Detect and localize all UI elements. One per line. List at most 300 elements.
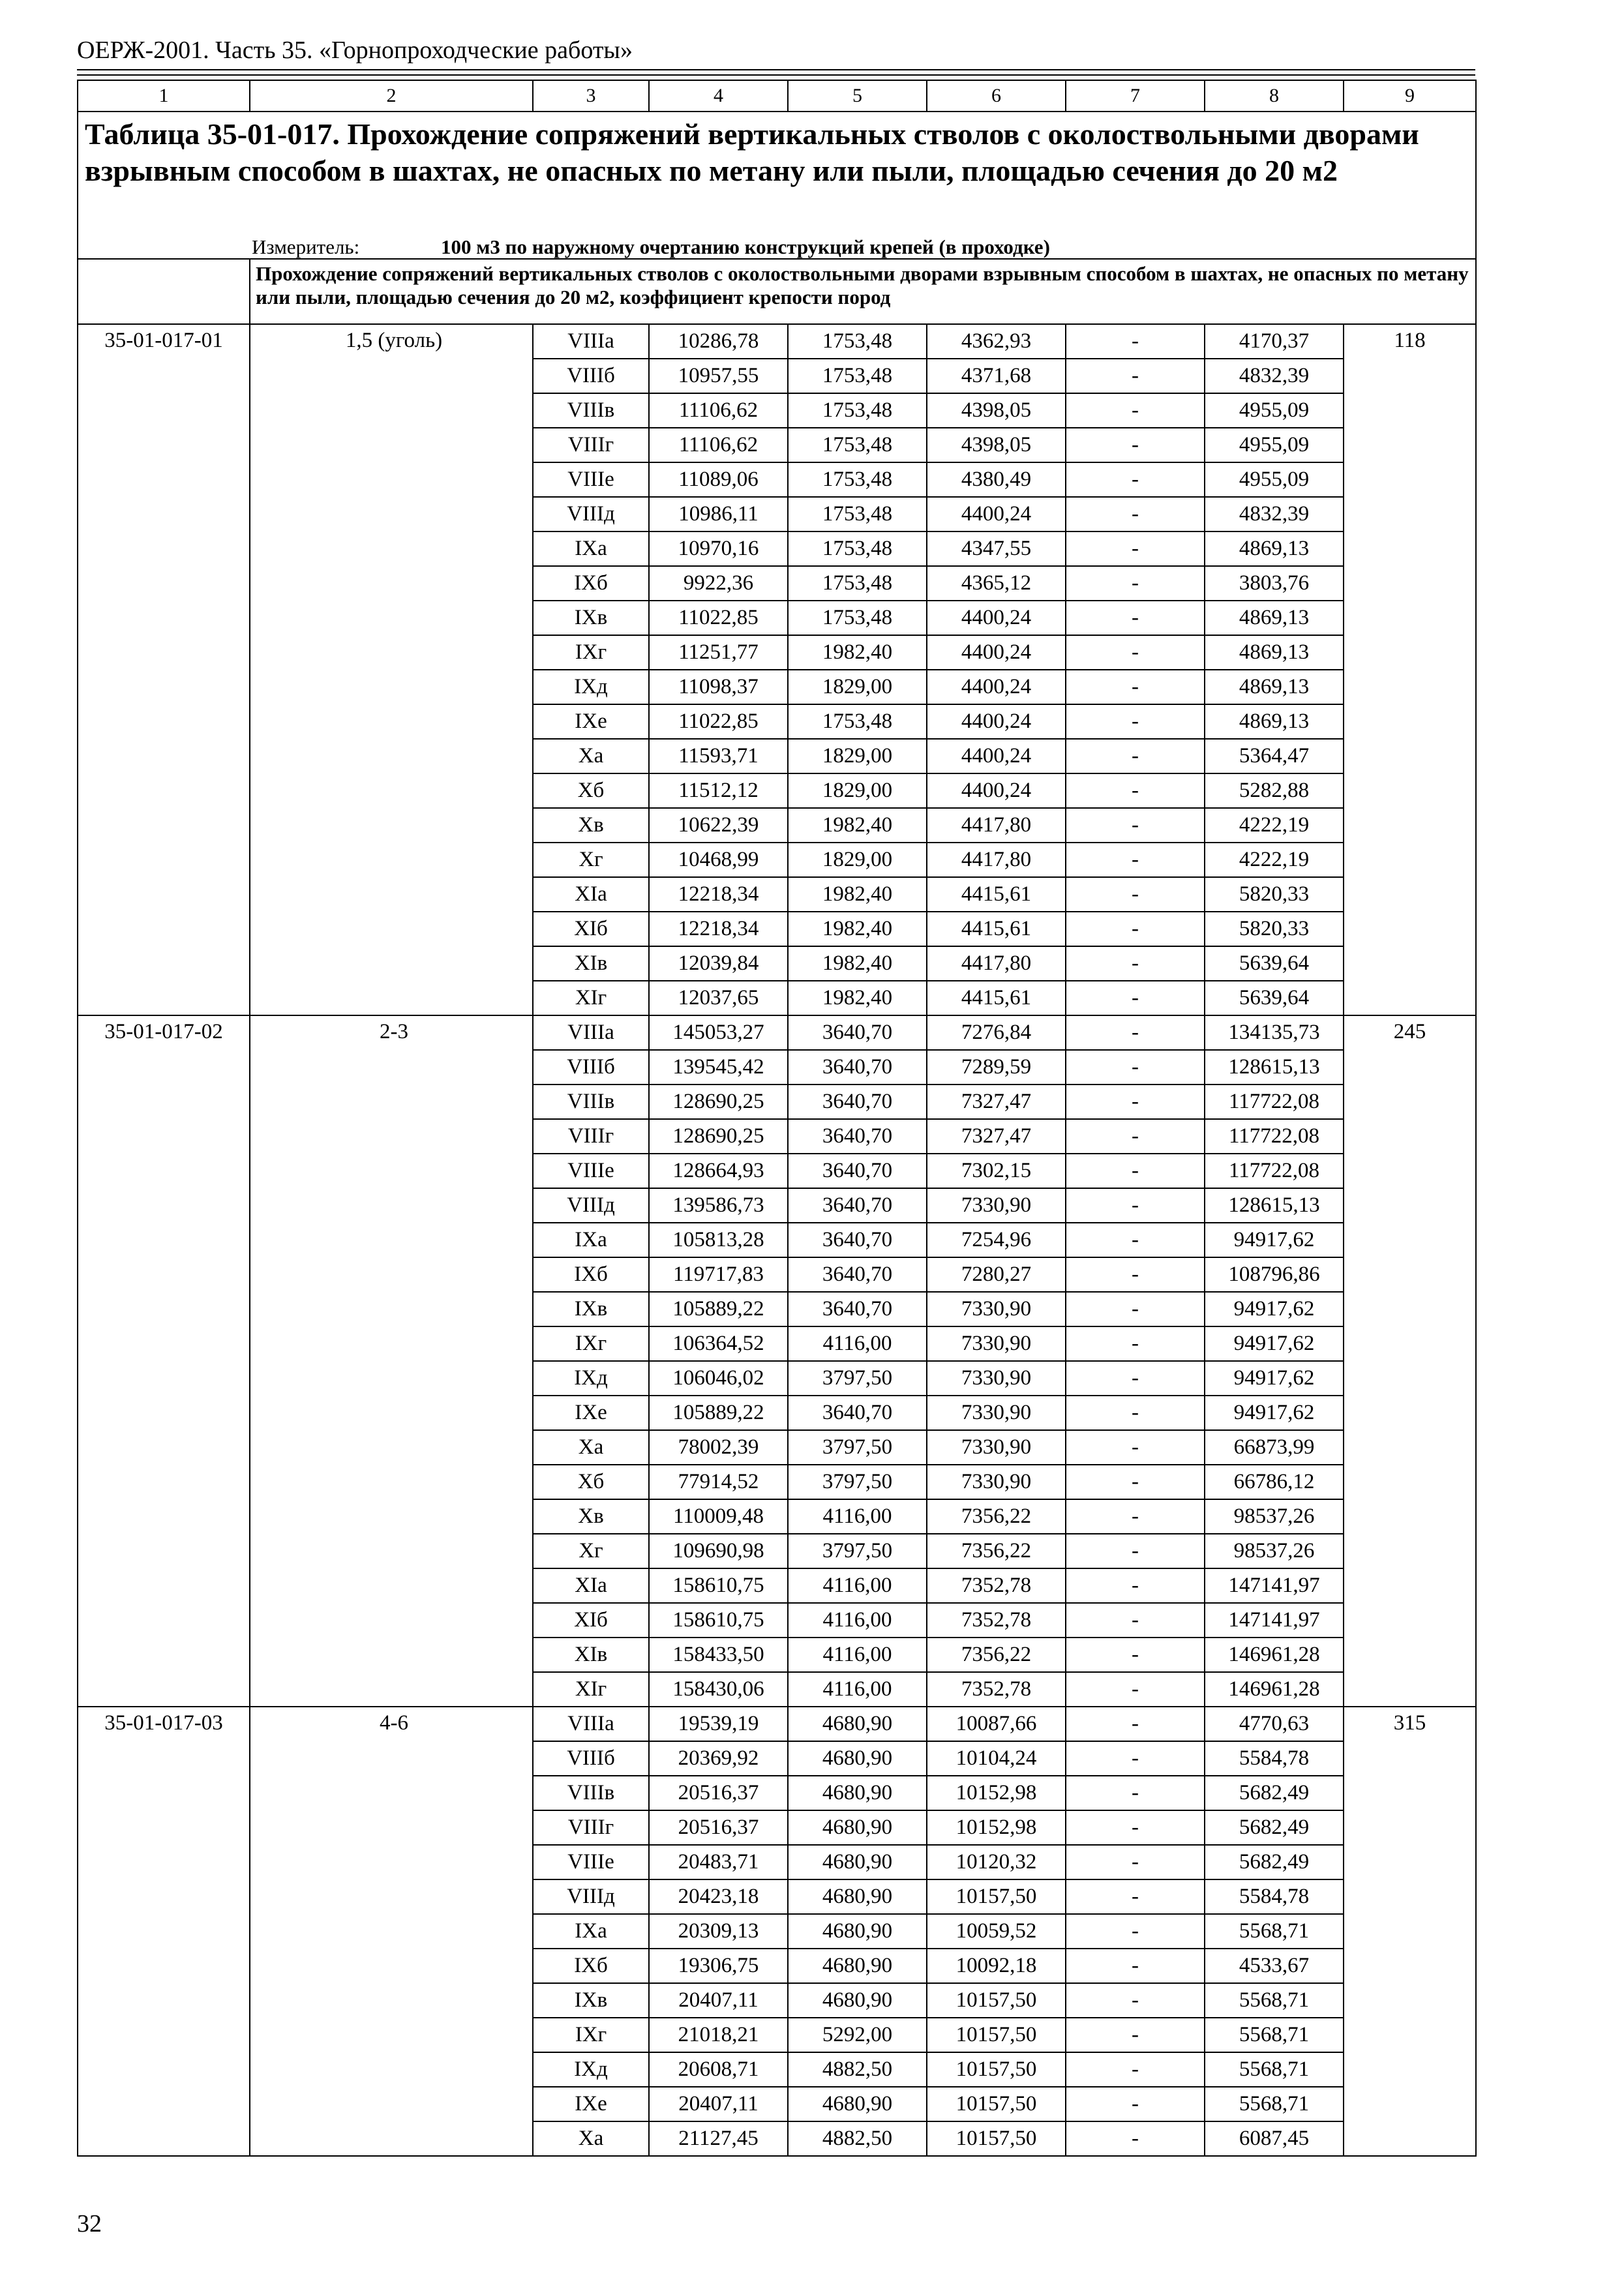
labor-time: 118 <box>1344 324 1476 1015</box>
total-cost-cell: 20369,92 <box>649 1741 788 1776</box>
wages-cell: 3797,50 <box>788 1465 927 1499</box>
category-cell: VIIIв <box>533 1776 649 1810</box>
machine-cost-cell: 4415,61 <box>927 877 1066 912</box>
machine-wages-cell: - <box>1066 981 1205 1015</box>
wages-cell: 3640,70 <box>788 1396 927 1430</box>
total-cost-cell: 20516,37 <box>649 1776 788 1810</box>
total-cost-cell: 128690,25 <box>649 1119 788 1154</box>
wages-cell: 4680,90 <box>788 1879 927 1914</box>
table-body <box>78 80 1476 2156</box>
machine-cost-cell: 7356,22 <box>927 1499 1066 1534</box>
wages-cell: 3640,70 <box>788 1223 927 1257</box>
category-cell: IXв <box>533 1983 649 2018</box>
wages-cell: 1982,40 <box>788 877 927 912</box>
total-cost-cell: 12037,65 <box>649 981 788 1015</box>
category-cell: IXе <box>533 2087 649 2121</box>
machine-wages-cell: - <box>1066 1050 1205 1085</box>
machine-cost-cell: 10157,50 <box>927 1879 1066 1914</box>
materials-cell: 4869,13 <box>1205 531 1344 566</box>
machine-wages-cell: - <box>1066 1292 1205 1326</box>
wages-cell: 4882,50 <box>788 2121 927 2156</box>
machine-cost-cell: 7352,78 <box>927 1568 1066 1603</box>
category-cell: IXб <box>533 1257 649 1292</box>
machine-cost-cell: 7330,90 <box>927 1188 1066 1223</box>
wages-cell: 4680,90 <box>788 1810 927 1845</box>
machine-cost-cell: 4415,61 <box>927 981 1066 1015</box>
category-cell: VIIIа <box>533 1707 649 1741</box>
total-cost-cell: 145053,27 <box>649 1015 788 1050</box>
machine-cost-cell: 4417,80 <box>927 808 1066 843</box>
machine-wages-cell: - <box>1066 877 1205 912</box>
total-cost-cell: 10970,16 <box>649 531 788 566</box>
wages-cell: 3640,70 <box>788 1015 927 1050</box>
machine-cost-cell: 7356,22 <box>927 1534 1066 1568</box>
total-cost-cell: 11512,12 <box>649 773 788 808</box>
machine-wages-cell: - <box>1066 1672 1205 1707</box>
total-cost-cell: 158430,06 <box>649 1672 788 1707</box>
total-cost-cell: 105889,22 <box>649 1396 788 1430</box>
wages-cell: 1829,00 <box>788 739 927 773</box>
total-cost-cell: 110009,48 <box>649 1499 788 1534</box>
materials-cell: 4170,37 <box>1205 324 1344 359</box>
materials-cell: 108796,86 <box>1205 1257 1344 1292</box>
materials-cell: 5568,71 <box>1205 2018 1344 2052</box>
machine-wages-cell: - <box>1066 946 1205 981</box>
wages-cell: 4680,90 <box>788 1949 927 1983</box>
machine-cost-cell: 4400,24 <box>927 635 1066 670</box>
materials-cell: 3803,76 <box>1205 566 1344 601</box>
materials-cell: 5568,71 <box>1205 1983 1344 2018</box>
category-cell: VIIIе <box>533 1845 649 1879</box>
total-cost-cell: 9922,36 <box>649 566 788 601</box>
machine-wages-cell: - <box>1066 1707 1205 1741</box>
machine-cost-cell: 4400,24 <box>927 773 1066 808</box>
category-cell: IXд <box>533 670 649 704</box>
materials-cell: 5682,49 <box>1205 1776 1344 1810</box>
wages-cell: 5292,00 <box>788 2018 927 2052</box>
column-number: 1 <box>78 80 250 112</box>
total-cost-cell: 11098,37 <box>649 670 788 704</box>
total-cost-cell: 12039,84 <box>649 946 788 981</box>
total-cost-cell: 105813,28 <box>649 1223 788 1257</box>
materials-cell: 6087,45 <box>1205 2121 1344 2156</box>
machine-wages-cell: - <box>1066 808 1205 843</box>
materials-cell: 4832,39 <box>1205 497 1344 531</box>
category-cell: IXд <box>533 2052 649 2087</box>
table-row <box>78 1707 1476 1741</box>
total-cost-cell: 21127,45 <box>649 2121 788 2156</box>
machine-cost-cell: 7330,90 <box>927 1326 1066 1361</box>
category-cell: XIа <box>533 877 649 912</box>
labor-time: 315 <box>1344 1707 1476 2156</box>
machine-wages-cell: - <box>1066 635 1205 670</box>
machine-wages-cell: - <box>1066 670 1205 704</box>
materials-cell: 147141,97 <box>1205 1603 1344 1638</box>
wages-cell: 1982,40 <box>788 946 927 981</box>
category-cell: VIIIб <box>533 359 649 393</box>
machine-cost-cell: 4417,80 <box>927 843 1066 877</box>
measure-label: Измеритель: <box>252 235 360 258</box>
machine-wages-cell: - <box>1066 359 1205 393</box>
machine-wages-cell: - <box>1066 1499 1205 1534</box>
norms-table <box>77 80 1477 2157</box>
category-cell: VIIIг <box>533 428 649 462</box>
total-cost-cell: 105889,22 <box>649 1292 788 1326</box>
machine-wages-cell: - <box>1066 1776 1205 1810</box>
table-title-row <box>78 112 1476 228</box>
category-cell: XIг <box>533 981 649 1015</box>
materials-cell: 5682,49 <box>1205 1810 1344 1845</box>
machine-wages-cell: - <box>1066 1845 1205 1879</box>
machine-wages-cell: - <box>1066 531 1205 566</box>
wages-cell: 4116,00 <box>788 1638 927 1672</box>
machine-cost-cell: 7327,47 <box>927 1119 1066 1154</box>
total-cost-cell: 19539,19 <box>649 1707 788 1741</box>
machine-wages-cell: - <box>1066 1119 1205 1154</box>
measure-row <box>78 228 1476 259</box>
table-row <box>78 324 1476 359</box>
machine-cost-cell: 10092,18 <box>927 1949 1066 1983</box>
category-cell: Xг <box>533 1534 649 1568</box>
total-cost-cell: 10286,78 <box>649 324 788 359</box>
wages-cell: 4116,00 <box>788 1499 927 1534</box>
category-cell: XIв <box>533 1638 649 1672</box>
machine-cost-cell: 7280,27 <box>927 1257 1066 1292</box>
category-cell: XIг <box>533 1672 649 1707</box>
wages-cell: 4680,90 <box>788 1741 927 1776</box>
category-cell: VIIIб <box>533 1741 649 1776</box>
machine-cost-cell: 4398,05 <box>927 393 1066 428</box>
wages-cell: 4116,00 <box>788 1603 927 1638</box>
machine-wages-cell: - <box>1066 1879 1205 1914</box>
table-row <box>78 1015 1476 1050</box>
wages-cell: 3797,50 <box>788 1430 927 1465</box>
machine-cost-cell: 7356,22 <box>927 1638 1066 1672</box>
materials-cell: 128615,13 <box>1205 1188 1344 1223</box>
rock-strength: 1,5 (уголь) <box>250 324 533 1015</box>
machine-wages-cell: - <box>1066 739 1205 773</box>
wages-cell: 1753,48 <box>788 428 927 462</box>
machine-cost-cell: 10087,66 <box>927 1707 1066 1741</box>
materials-cell: 98537,26 <box>1205 1499 1344 1534</box>
column-number: 6 <box>927 80 1066 112</box>
machine-wages-cell: - <box>1066 1603 1205 1638</box>
category-cell: VIIIе <box>533 462 649 497</box>
description-row <box>78 259 1476 324</box>
materials-cell: 146961,28 <box>1205 1672 1344 1707</box>
machine-cost-cell: 7330,90 <box>927 1430 1066 1465</box>
machine-wages-cell: - <box>1066 393 1205 428</box>
wages-cell: 3640,70 <box>788 1292 927 1326</box>
total-cost-cell: 10986,11 <box>649 497 788 531</box>
total-cost-cell: 77914,52 <box>649 1465 788 1499</box>
category-cell: XIб <box>533 1603 649 1638</box>
labor-time: 245 <box>1344 1015 1476 1707</box>
total-cost-cell: 10622,39 <box>649 808 788 843</box>
column-number: 7 <box>1066 80 1205 112</box>
machine-cost-cell: 4362,93 <box>927 324 1066 359</box>
page-header: ОЕРЖ-2001. Часть 35. «Горнопроходческие работы» <box>77 37 633 64</box>
wages-cell: 1753,48 <box>788 531 927 566</box>
materials-cell: 94917,62 <box>1205 1326 1344 1361</box>
category-cell: VIIIв <box>533 393 649 428</box>
materials-cell: 4869,13 <box>1205 601 1344 635</box>
wages-cell: 4680,90 <box>788 1914 927 1949</box>
machine-cost-cell: 7330,90 <box>927 1361 1066 1396</box>
wages-cell: 3640,70 <box>788 1119 927 1154</box>
materials-cell: 66873,99 <box>1205 1430 1344 1465</box>
category-cell: IXд <box>533 1361 649 1396</box>
machine-wages-cell: - <box>1066 2052 1205 2087</box>
machine-cost-cell: 10104,24 <box>927 1741 1066 1776</box>
materials-cell: 4869,13 <box>1205 670 1344 704</box>
category-cell: VIIIв <box>533 1085 649 1119</box>
total-cost-cell: 128690,25 <box>649 1085 788 1119</box>
machine-cost-cell: 10157,50 <box>927 1983 1066 2018</box>
materials-cell: 117722,08 <box>1205 1154 1344 1188</box>
wages-cell: 3640,70 <box>788 1085 927 1119</box>
machine-wages-cell: - <box>1066 1085 1205 1119</box>
machine-cost-cell: 10059,52 <box>927 1914 1066 1949</box>
description-spacer <box>78 259 250 324</box>
total-cost-cell: 11251,77 <box>649 635 788 670</box>
machine-cost-cell: 7289,59 <box>927 1050 1066 1085</box>
total-cost-cell: 20407,11 <box>649 2087 788 2121</box>
machine-cost-cell: 7330,90 <box>927 1465 1066 1499</box>
wages-cell: 3640,70 <box>788 1188 927 1223</box>
machine-wages-cell: - <box>1066 1154 1205 1188</box>
category-cell: IXа <box>533 531 649 566</box>
machine-cost-cell: 10157,50 <box>927 2052 1066 2087</box>
materials-cell: 94917,62 <box>1205 1223 1344 1257</box>
machine-wages-cell: - <box>1066 1361 1205 1396</box>
wages-cell: 1753,48 <box>788 704 927 739</box>
machine-wages-cell: - <box>1066 324 1205 359</box>
machine-cost-cell: 4400,24 <box>927 497 1066 531</box>
machine-wages-cell: - <box>1066 1465 1205 1499</box>
machine-cost-cell: 7352,78 <box>927 1672 1066 1707</box>
wages-cell: 1829,00 <box>788 773 927 808</box>
machine-wages-cell: - <box>1066 601 1205 635</box>
total-cost-cell: 11106,62 <box>649 428 788 462</box>
total-cost-cell: 20608,71 <box>649 2052 788 2087</box>
work-description: Прохождение сопряжений вертикальных стволов с околоствольными дворами взрывным способом в шахтах, не опасных по метану или пыли, площадью сечения до 20 м2, коэффициент крепости пород <box>250 259 1476 324</box>
machine-cost-cell: 10157,50 <box>927 2087 1066 2121</box>
rock-strength: 4-6 <box>250 1707 533 2156</box>
machine-cost-cell: 7276,84 <box>927 1015 1066 1050</box>
total-cost-cell: 11089,06 <box>649 462 788 497</box>
wages-cell: 3640,70 <box>788 1257 927 1292</box>
materials-cell: 4533,67 <box>1205 1949 1344 1983</box>
machine-cost-cell: 4400,24 <box>927 670 1066 704</box>
category-cell: VIIIд <box>533 1188 649 1223</box>
total-cost-cell: 11022,85 <box>649 704 788 739</box>
wages-cell: 1753,48 <box>788 393 927 428</box>
header-rule-top <box>77 69 1475 70</box>
column-number: 5 <box>788 80 927 112</box>
machine-cost-cell: 7302,15 <box>927 1154 1066 1188</box>
column-number-row <box>78 80 1476 112</box>
total-cost-cell: 20483,71 <box>649 1845 788 1879</box>
materials-cell: 117722,08 <box>1205 1119 1344 1154</box>
machine-cost-cell: 4400,24 <box>927 601 1066 635</box>
machine-cost-cell: 7254,96 <box>927 1223 1066 1257</box>
materials-cell: 4832,39 <box>1205 359 1344 393</box>
total-cost-cell: 21018,21 <box>649 2018 788 2052</box>
wages-cell: 1982,40 <box>788 808 927 843</box>
machine-cost-cell: 10157,50 <box>927 2121 1066 2156</box>
total-cost-cell: 12218,34 <box>649 912 788 946</box>
category-cell: Xв <box>533 808 649 843</box>
category-cell: XIа <box>533 1568 649 1603</box>
category-cell: VIIIд <box>533 497 649 531</box>
machine-cost-cell: 10157,50 <box>927 2018 1066 2052</box>
machine-cost-cell: 4371,68 <box>927 359 1066 393</box>
materials-cell: 5820,33 <box>1205 877 1344 912</box>
total-cost-cell: 158610,75 <box>649 1568 788 1603</box>
category-cell: IXв <box>533 601 649 635</box>
wages-cell: 4680,90 <box>788 1776 927 1810</box>
measure-cell <box>78 228 1476 259</box>
machine-wages-cell: - <box>1066 1396 1205 1430</box>
materials-cell: 66786,12 <box>1205 1465 1344 1499</box>
category-cell: Xа <box>533 2121 649 2156</box>
measure-line <box>252 237 1475 257</box>
measure-value: 100 м3 по наружному очертанию конструкций крепей (в проходке) <box>441 235 1050 258</box>
total-cost-cell: 128664,93 <box>649 1154 788 1188</box>
materials-cell: 128615,13 <box>1205 1050 1344 1085</box>
machine-cost-cell: 10120,32 <box>927 1845 1066 1879</box>
machine-cost-cell: 10152,98 <box>927 1776 1066 1810</box>
wages-cell: 4116,00 <box>788 1568 927 1603</box>
materials-cell: 147141,97 <box>1205 1568 1344 1603</box>
column-number: 8 <box>1205 80 1344 112</box>
machine-cost-cell: 4380,49 <box>927 462 1066 497</box>
machine-wages-cell: - <box>1066 462 1205 497</box>
total-cost-cell: 109690,98 <box>649 1534 788 1568</box>
machine-wages-cell: - <box>1066 2121 1205 2156</box>
category-cell: VIIIд <box>533 1879 649 1914</box>
rock-strength: 2-3 <box>250 1015 533 1707</box>
wages-cell: 3797,50 <box>788 1534 927 1568</box>
total-cost-cell: 158433,50 <box>649 1638 788 1672</box>
category-cell: VIIIг <box>533 1810 649 1845</box>
total-cost-cell: 119717,83 <box>649 1257 788 1292</box>
machine-cost-cell: 4417,80 <box>927 946 1066 981</box>
machine-wages-cell: - <box>1066 704 1205 739</box>
machine-cost-cell: 4347,55 <box>927 531 1066 566</box>
category-cell: XIб <box>533 912 649 946</box>
materials-cell: 4869,13 <box>1205 635 1344 670</box>
wages-cell: 1982,40 <box>788 912 927 946</box>
materials-cell: 5568,71 <box>1205 1914 1344 1949</box>
machine-wages-cell: - <box>1066 1810 1205 1845</box>
wages-cell: 1829,00 <box>788 843 927 877</box>
category-cell: VIIIа <box>533 1015 649 1050</box>
category-cell: Xа <box>533 1430 649 1465</box>
machine-wages-cell: - <box>1066 1015 1205 1050</box>
category-cell: IXе <box>533 704 649 739</box>
materials-cell: 117722,08 <box>1205 1085 1344 1119</box>
total-cost-cell: 106364,52 <box>649 1326 788 1361</box>
machine-wages-cell: - <box>1066 2018 1205 2052</box>
materials-cell: 5364,47 <box>1205 739 1344 773</box>
machine-wages-cell: - <box>1066 1430 1205 1465</box>
machine-wages-cell: - <box>1066 497 1205 531</box>
wages-cell: 1829,00 <box>788 670 927 704</box>
total-cost-cell: 12218,34 <box>649 877 788 912</box>
category-cell: IXа <box>533 1223 649 1257</box>
machine-cost-cell: 4400,24 <box>927 739 1066 773</box>
wages-cell: 1753,48 <box>788 601 927 635</box>
wages-cell: 3797,50 <box>788 1361 927 1396</box>
total-cost-cell: 106046,02 <box>649 1361 788 1396</box>
total-cost-cell: 158610,75 <box>649 1603 788 1638</box>
wages-cell: 4680,90 <box>788 2087 927 2121</box>
total-cost-cell: 20407,11 <box>649 1983 788 2018</box>
materials-cell: 4770,63 <box>1205 1707 1344 1741</box>
wages-cell: 1982,40 <box>788 635 927 670</box>
machine-cost-cell: 10152,98 <box>927 1810 1066 1845</box>
materials-cell: 146961,28 <box>1205 1638 1344 1672</box>
machine-wages-cell: - <box>1066 1257 1205 1292</box>
materials-cell: 4955,09 <box>1205 462 1344 497</box>
materials-cell: 4955,09 <box>1205 393 1344 428</box>
materials-cell: 5584,78 <box>1205 1879 1344 1914</box>
machine-cost-cell: 4400,24 <box>927 704 1066 739</box>
total-cost-cell: 11106,62 <box>649 393 788 428</box>
materials-cell: 5639,64 <box>1205 946 1344 981</box>
machine-wages-cell: - <box>1066 1949 1205 1983</box>
materials-cell: 5568,71 <box>1205 2087 1344 2121</box>
materials-cell: 5282,88 <box>1205 773 1344 808</box>
machine-wages-cell: - <box>1066 566 1205 601</box>
machine-wages-cell: - <box>1066 912 1205 946</box>
machine-wages-cell: - <box>1066 843 1205 877</box>
category-cell: IXа <box>533 1914 649 1949</box>
category-cell: IXб <box>533 566 649 601</box>
machine-wages-cell: - <box>1066 1914 1205 1949</box>
wages-cell: 1753,48 <box>788 324 927 359</box>
column-number: 4 <box>649 80 788 112</box>
total-cost-cell: 20516,37 <box>649 1810 788 1845</box>
total-cost-cell: 11022,85 <box>649 601 788 635</box>
total-cost-cell: 20309,13 <box>649 1914 788 1949</box>
machine-wages-cell: - <box>1066 1638 1205 1672</box>
machine-cost-cell: 4398,05 <box>927 428 1066 462</box>
wages-cell: 4680,90 <box>788 1707 927 1741</box>
machine-cost-cell: 7327,47 <box>927 1085 1066 1119</box>
materials-cell: 5682,49 <box>1205 1845 1344 1879</box>
total-cost-cell: 10468,99 <box>649 843 788 877</box>
machine-wages-cell: - <box>1066 1741 1205 1776</box>
column-number: 2 <box>250 80 533 112</box>
machine-wages-cell: - <box>1066 773 1205 808</box>
machine-wages-cell: - <box>1066 1188 1205 1223</box>
materials-cell: 98537,26 <box>1205 1534 1344 1568</box>
materials-cell: 134135,73 <box>1205 1015 1344 1050</box>
machine-wages-cell: - <box>1066 1568 1205 1603</box>
materials-cell: 4955,09 <box>1205 428 1344 462</box>
machine-wages-cell: - <box>1066 1223 1205 1257</box>
category-cell: IXв <box>533 1292 649 1326</box>
total-cost-cell: 139586,73 <box>649 1188 788 1223</box>
category-cell: IXе <box>533 1396 649 1430</box>
total-cost-cell: 19306,75 <box>649 1949 788 1983</box>
column-number: 3 <box>533 80 649 112</box>
header-rule-bottom <box>77 74 1475 76</box>
table-title: Таблица 35-01-017. Прохождение сопряжений вертикальных стволов с околоствольными дворами взрывным способом в шахтах, не опасных по метану или пыли, площадью сечения до 20 м2 <box>78 112 1476 228</box>
